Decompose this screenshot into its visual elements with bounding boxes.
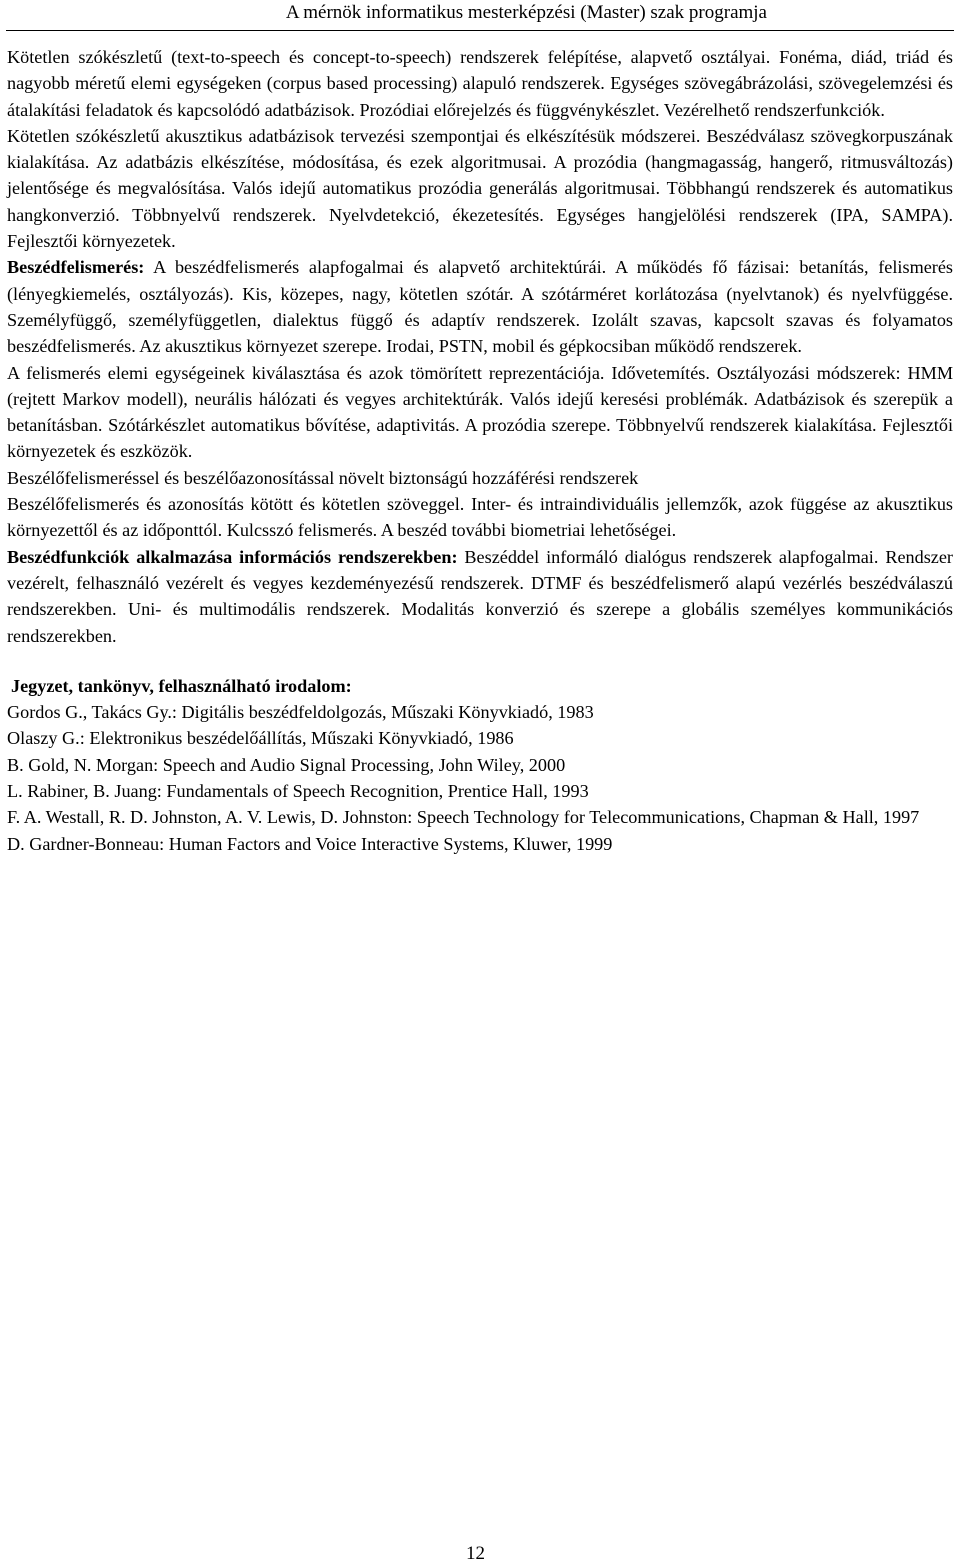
paragraph-recognition-units: A felismerés elemi egységeinek kiválasztása és azok tömörített reprezentációja. Idővetemítés. Osztályozási módszerek: HMM (rejtett Markov modell), neurális hálózati és vegyes architektúrák. Valós idejű keresési problémák. Adatbázisok és szerepük a betanításban. Szótárkészlet automatikus bővítése, adaptivitás. A prozódia szerepe. Többnyelvű rendszerek kialakítása. Fejlesztői környezetek és eszközök. (7, 362, 953, 462)
information-systems-text: Beszéddel informáló dialógus rendszerek alapfogalmai. Rendszer vezérelt, felhasználó vezérelt és vegyes kezdeményezésű rendszerek. DTMF és beszédfelismerő alapú vezérlés beszédválaszú rendszerekben. Uni- és multimodális rendszerek. Modalitás konverzió és szerepe a globális személyes kommunikációs rendszerekben. (7, 546, 953, 646)
paragraph-tts-systems: Kötetlen szókészletű (text-to-speech és concept-to-speech) rendszerek felépítése, alapvető osztályai. Fonéma, diád, triád és nagyobb méretű elemi egységeken (corpus based processing) alapuló rendszerek. Egységes szövegábrázolási, szövegelemzési és átalakítási feladatok és kapcsolódó adatbázisok. Prozódiai előrejelzés és függvénykészlet. Vezérelhető rendszerfunkciók. (7, 47, 953, 120)
information-systems-heading: Beszédfunkciók alkalmazása információs rendszerekben: (7, 546, 458, 567)
paragraph-speech-recognition (7, 254, 953, 359)
reference-item: Gordos G., Takács Gy.: Digitális beszédfeldolgozás, Műszaki Könyvkiadó, 1983 (7, 702, 594, 723)
speech-recognition-text: A beszédfelismerés alapfogalmai és alapvető architektúrái. A működés fő fázisai: betanítás, felismerés (lényegkiemelés, osztályozás). Kis, közepes, nagy, kötetlen szótár. A szótárméret korlátozása (nyelvtanok) és nyelvfüggése. Személyfüggő, személyfüggetlen, dialektus függő és adaptív rendszerek. Izolált szavas, kapcsolt szavas és folyamatos beszédfelismerés. Az akusztikus környezet szerepe. Irodai, PSTN, mobil és gépkocsiban működő rendszerek. (7, 257, 953, 357)
reference-item: Olaszy G.: Elektronikus beszédelőállítás, Műszaki Könyvkiadó, 1986 (7, 728, 514, 749)
paragraph-information-systems (7, 544, 953, 649)
references-title: Jegyzet, tankönyv, felhasználható irodalom: (11, 675, 352, 696)
reference-item: D. Gardner-Bonneau: Human Factors and Voice Interactive Systems, Kluwer, 1999 (7, 833, 613, 854)
page-body (7, 44, 953, 857)
reference-item: B. Gold, N. Morgan: Speech and Audio Signal Processing, John Wiley, 2000 (7, 754, 566, 775)
reference-item: F. A. Westall, R. D. Johnston, A. V. Lewis, D. Johnston: Speech Technology for Telecommunications, Chapman & Hall, 1997 (7, 807, 920, 828)
paragraph-speaker-access-title: Beszélőfelismeréssel és beszélőazonosítással növelt biztonságú hozzáférési rendszerek (7, 467, 639, 488)
page-number: 12 (466, 1543, 485, 1564)
running-header: A mérnök informatikus mesterképzési (Master) szak programja (285, 2, 767, 23)
paragraph-acoustic-databases: Kötetlen szókészletű akusztikus adatbázisok tervezési szempontjai és elkészítésük módszerei. Beszédválasz szövegkorpuszának kialakítása. Az adatbázis elkészítése, módosítása, és ezek algoritmusai. A prozódia (hangmagasság, hangerő, ritmusváltozás) jelentősége és megvalósítása. Valós idejű automatikus prozódia generálás algoritmusai. Többhangú rendszerek és automatikus hangkonverzió. Többnyelvű rendszerek. Nyelvdetekció, ékezetesítés. Egységes hangjelölési rendszerek (IPA, SAMPA). Fejlesztői környezetek. (7, 125, 953, 252)
header-rule (6, 30, 954, 31)
paragraph-speaker-recognition: Beszélőfelismerés és azonosítás kötött és kötetlen szöveggel. Inter- és intraindividuális jellemzők, azok függése az akusztikus környezettől és az időponttól. Kulcsszó felismerés. A beszéd további biometriai lehetőségei. (7, 494, 953, 541)
references-section (7, 673, 953, 857)
reference-item: L. Rabiner, B. Juang: Fundamentals of Speech Recognition, Prentice Hall, 1993 (7, 781, 589, 802)
speech-recognition-heading: Beszédfelismerés: (7, 257, 145, 278)
